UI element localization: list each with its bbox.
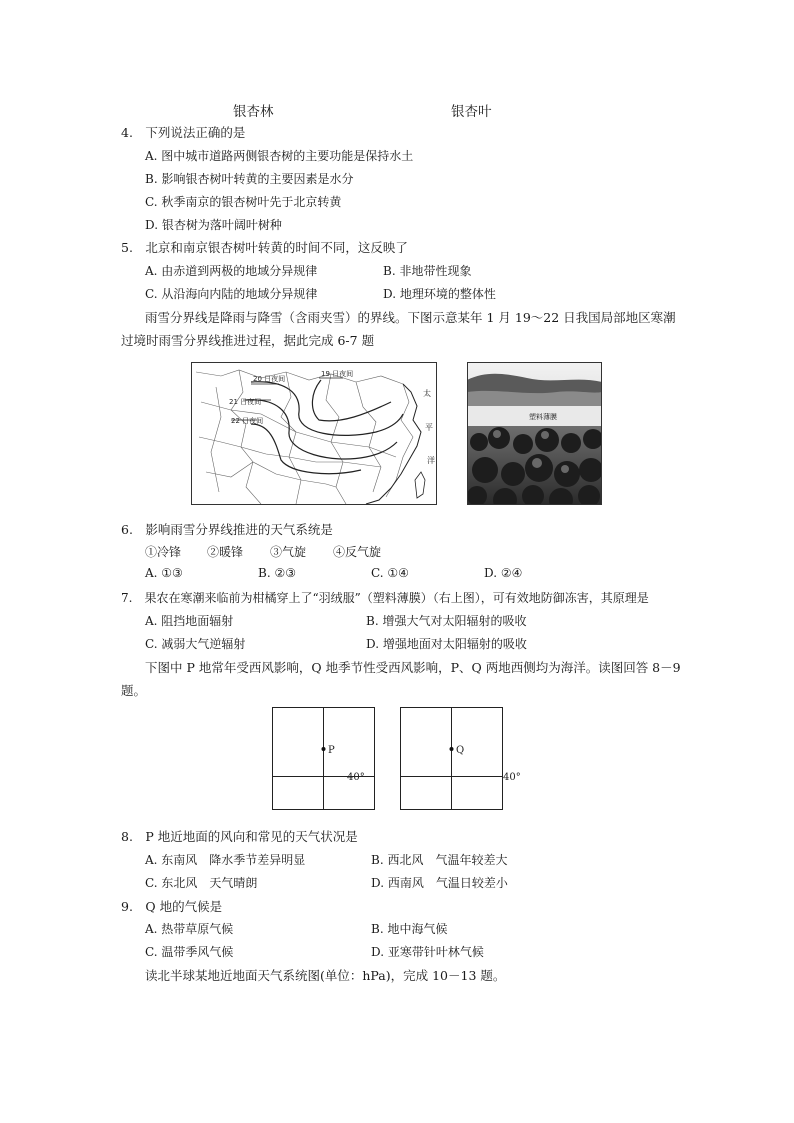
question-6-stem: 6. 影响雨雪分界线推进的天气系统是 bbox=[121, 522, 333, 537]
map-label-ocean-2: 平 bbox=[425, 423, 433, 432]
photo-label-plastic-film: 塑料薄膜 bbox=[529, 413, 557, 421]
map-label-22-night: 22 日夜间 bbox=[231, 417, 264, 425]
question-4-option-a: A. 图中城市道路两侧银杏树的主要功能是保持水土 bbox=[145, 149, 414, 163]
question-4-option-b: B. 影响银杏树叶转黄的主要因素是水分 bbox=[145, 172, 354, 186]
question-5-option-b: B. 非地带性现象 bbox=[383, 264, 472, 278]
question-6-option-c: C. ①④ bbox=[371, 566, 409, 580]
map-label-21-night: 21 日夜间 bbox=[229, 398, 262, 406]
question-6-option-a: A. ①③ bbox=[145, 566, 183, 580]
question-9-option-c: C. 温带季风气候 bbox=[145, 945, 234, 959]
question-5-option-d: D. 地理环境的整体性 bbox=[383, 287, 496, 301]
question-4-option-c: C. 秋季南京的银杏树叶先于北京转黄 bbox=[145, 195, 342, 209]
intro-8-9-line-1: 下图中 P 地常年受西风影响，Q 地季节性受西风影响，P、Q 两地西侧均为海洋。读图回答 8－9 bbox=[145, 660, 681, 675]
question-7-stem: 7. 果农在寒潮来临前为柑橘穿上了“羽绒服”（塑料薄膜）（右上图），可有效地防御冻害，其原理是 bbox=[121, 591, 649, 605]
question-8-option-a: A. 东南风 降水季节差异明显 bbox=[145, 853, 306, 867]
question-9-stem: 9. Q 地的气候是 bbox=[121, 899, 223, 914]
point-q-marker bbox=[450, 747, 454, 751]
citrus-plastic-film-photo bbox=[467, 362, 602, 505]
question-4-option-d: D. 银杏树为落叶阔叶树种 bbox=[145, 218, 282, 232]
intro-8-9-line-2: 题。 bbox=[121, 683, 147, 698]
question-7-option-d: D. 增强地面对太阳辐射的吸收 bbox=[366, 637, 527, 651]
question-9-option-d: D. 亚寒带针叶林气候 bbox=[371, 945, 484, 959]
point-p-marker bbox=[322, 747, 326, 751]
map-label-20-night: 20 日夜间 bbox=[253, 375, 286, 383]
grid-p-lat-label: 40° bbox=[347, 772, 365, 783]
question-8-option-c: C. 东北风 天气晴朗 bbox=[145, 876, 258, 890]
question-7-option-b: B. 增强大气对太阳辐射的吸收 bbox=[366, 614, 527, 628]
question-6-choice-1: ①冷锋 bbox=[145, 545, 182, 559]
grid-q-lat-label: 40° bbox=[503, 772, 521, 783]
question-4-stem: 4. 下列说法正确的是 bbox=[121, 125, 246, 140]
question-9-option-b: B. 地中海气候 bbox=[371, 922, 448, 936]
caption-ginkgo-leaf: 银杏叶 bbox=[451, 104, 492, 120]
map-label-ocean-1: 太 bbox=[423, 389, 431, 398]
question-8-option-b: B. 西北风 气温年较差大 bbox=[371, 853, 508, 867]
point-p-label: P bbox=[328, 745, 335, 756]
caption-ginkgo-forest: 银杏林 bbox=[233, 104, 274, 120]
map-label-19-night: 19 日夜间 bbox=[321, 370, 354, 378]
question-6-choice-3: ③气旋 bbox=[270, 545, 307, 559]
question-5-stem: 5. 北京和南京银杏树叶转黄的时间不同，这反映了 bbox=[121, 240, 408, 255]
question-6-choice-2: ②暖锋 bbox=[207, 545, 244, 559]
question-8-option-d: D. 西南风 气温日较差小 bbox=[371, 876, 508, 890]
intro-10-13: 读北半球某地近地面天气系统图(单位：hPa)，完成 10－13 题。 bbox=[145, 968, 506, 983]
point-q-label: Q bbox=[456, 745, 465, 756]
question-6-option-d: D. ②④ bbox=[484, 566, 523, 580]
rain-snow-boundary-map bbox=[191, 362, 437, 505]
question-8-stem: 8. P 地近地面的风向和常见的天气状况是 bbox=[121, 829, 358, 844]
question-6-option-b: B. ②③ bbox=[258, 566, 296, 580]
question-6-choice-4: ④反气旋 bbox=[333, 545, 382, 559]
question-9-option-a: A. 热带草原气候 bbox=[145, 922, 234, 936]
intro-6-7-line-1: 雨雪分界线是降雨与降雪（含雨夹雪）的界线。下图示意某年 1 月 19～22 日我国局部地区寒潮 bbox=[145, 310, 676, 325]
question-5-option-a: A. 由赤道到两极的地域分异规律 bbox=[145, 264, 318, 278]
question-7-option-a: A. 阻挡地面辐射 bbox=[145, 614, 234, 628]
question-7-option-c: C. 减弱大气逆辐射 bbox=[145, 637, 246, 651]
p-q-grid-figure bbox=[272, 707, 528, 811]
intro-6-7-line-2: 过境时雨雪分界线推进过程，据此完成 6-7 题 bbox=[121, 333, 375, 348]
question-5-option-c: C. 从沿海向内陆的地域分异规律 bbox=[145, 287, 318, 301]
map-label-ocean-3: 洋 bbox=[427, 456, 435, 465]
